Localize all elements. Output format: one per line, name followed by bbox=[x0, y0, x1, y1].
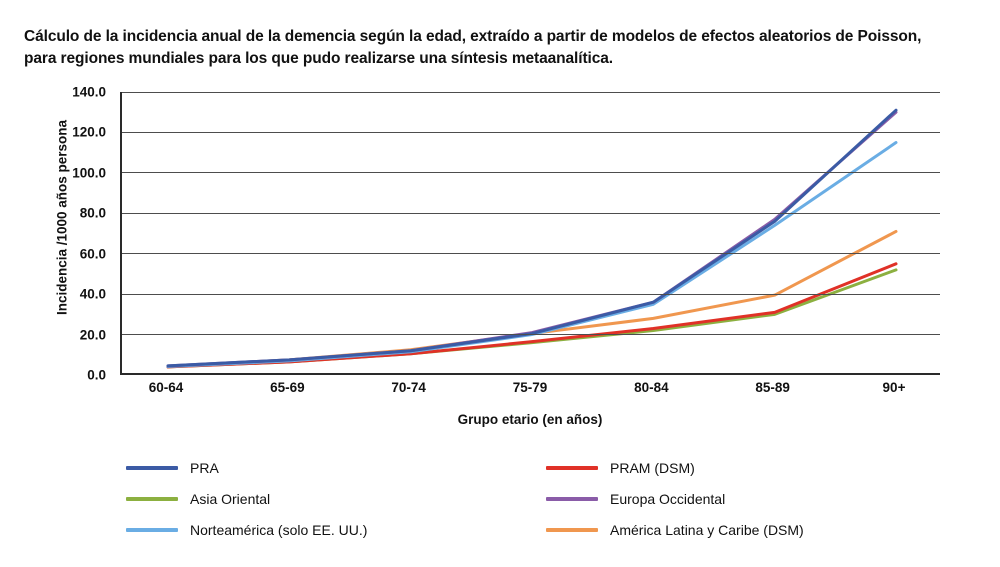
y-tick-label: 100.0 bbox=[72, 165, 106, 181]
y-tick-label: 40.0 bbox=[79, 286, 106, 302]
y-tick-label: 140.0 bbox=[72, 84, 106, 100]
series-line bbox=[168, 112, 896, 366]
legend-swatch-icon bbox=[546, 466, 598, 470]
legend-swatch-icon bbox=[126, 528, 178, 532]
legend-label: América Latina y Caribe (DSM) bbox=[610, 521, 804, 538]
legend-label: PRA bbox=[190, 459, 219, 476]
legend-label: Asia Oriental bbox=[190, 490, 271, 507]
gridline bbox=[122, 92, 940, 93]
series-line bbox=[168, 231, 896, 366]
x-tick-label: 65-69 bbox=[270, 380, 305, 395]
x-tick-label: 60-64 bbox=[148, 380, 184, 395]
plot-area bbox=[0, 84, 1000, 427]
x-tick-label: 90+ bbox=[882, 380, 906, 395]
legend-label: Europa Occidental bbox=[610, 490, 726, 507]
x-axis-title: Grupo etario (en años) bbox=[457, 412, 603, 427]
page-title: Cálculo de la incidencia anual de la demencia según la edad, extraído a partir de modelos de efectos aleatorios de Poisson, para regiones mundiales para los que pudo realizarse una síntesis metaanalítica. bbox=[24, 28, 922, 68]
series-line bbox=[168, 264, 896, 367]
gridline bbox=[122, 294, 940, 295]
series-line bbox=[168, 270, 896, 367]
y-tick-label: 120.0 bbox=[72, 124, 106, 140]
gridline bbox=[122, 213, 940, 214]
legend-item[interactable] bbox=[546, 491, 916, 507]
y-tick-label: 0.0 bbox=[87, 367, 106, 383]
legend-swatch-icon bbox=[126, 466, 178, 470]
legend-swatch-icon bbox=[546, 528, 598, 532]
legend-item[interactable] bbox=[546, 522, 916, 538]
legend-label: Norteamérica (solo EE. UU.) bbox=[190, 521, 368, 538]
y-axis-title: Incidencia /1000 años persona bbox=[54, 119, 70, 316]
y-tick-label: 20.0 bbox=[79, 327, 106, 343]
x-tick-label: 85-89 bbox=[755, 380, 790, 395]
chart-legend bbox=[126, 452, 916, 545]
plot-canvas bbox=[120, 92, 940, 375]
gridline bbox=[122, 253, 940, 254]
legend-item[interactable] bbox=[126, 491, 546, 507]
x-tick-label: 80-84 bbox=[634, 380, 669, 395]
legend-swatch-icon bbox=[126, 497, 178, 501]
legend-item[interactable] bbox=[126, 522, 546, 538]
gridline bbox=[122, 373, 940, 375]
legend-label: PRAM (DSM) bbox=[610, 459, 695, 476]
x-tick-label: 75-79 bbox=[512, 380, 548, 395]
series-line bbox=[168, 110, 896, 366]
legend-item[interactable] bbox=[126, 460, 546, 476]
legend-item[interactable] bbox=[546, 460, 916, 476]
gridline bbox=[122, 172, 940, 173]
gridline bbox=[122, 334, 940, 335]
series-lines bbox=[122, 92, 942, 375]
x-axis-ticks bbox=[120, 380, 940, 404]
x-tick-label: 70-74 bbox=[391, 380, 426, 395]
y-axis-ticks bbox=[36, 84, 114, 383]
gridline bbox=[122, 132, 940, 133]
legend-swatch-icon bbox=[546, 497, 598, 501]
y-tick-label: 80.0 bbox=[79, 205, 106, 221]
y-tick-label: 60.0 bbox=[79, 246, 106, 262]
